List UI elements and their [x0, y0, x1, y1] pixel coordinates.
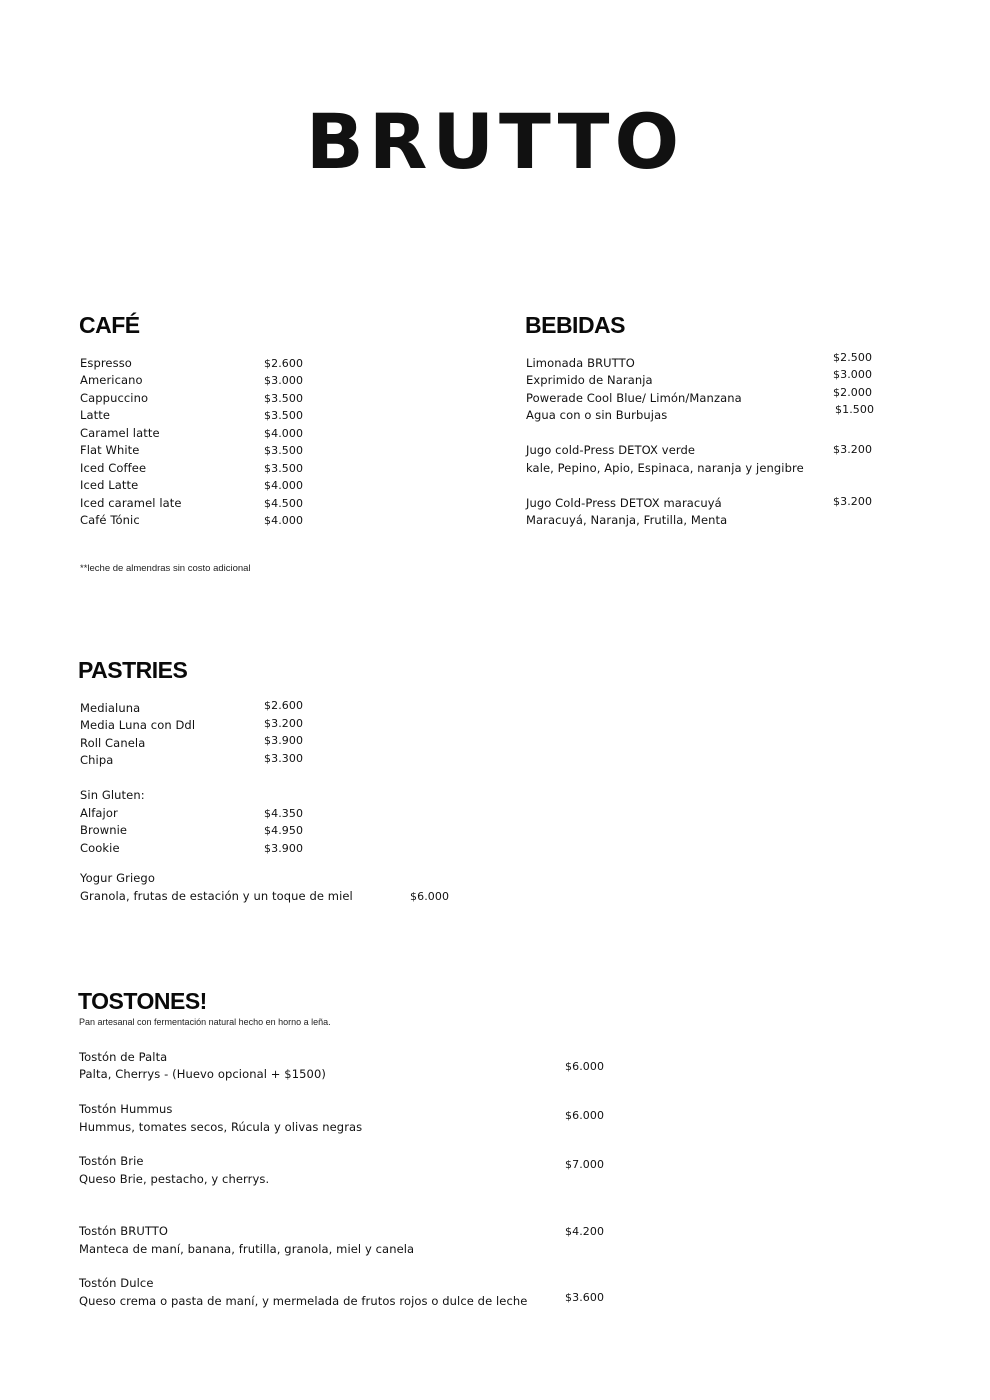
toston-name: Tostón Dulce: [79, 1276, 154, 1290]
cafe-item-name: Café Tónic: [80, 513, 140, 527]
toston-price: $4.200: [565, 1225, 605, 1238]
cafe-heading: CAFÉ: [79, 312, 140, 338]
toston-desc: Palta, Cherrys - (Huevo opcional + $1500): [79, 1067, 326, 1081]
cafe-item-price: $3.500: [264, 462, 304, 475]
pastry-name: Media Luna con Ddl: [80, 718, 196, 732]
juice-desc: Maracuyá, Naranja, Frutilla, Menta: [526, 513, 728, 527]
brand-logo: BRUTTO: [305, 97, 685, 186]
pastry-price: $2.600: [264, 699, 304, 712]
toston-desc: Queso crema o pasta de maní, y mermelada de frutos rojos o dulce de leche: [79, 1294, 528, 1308]
bebidas-item-name: Limonada BRUTTO: [526, 356, 635, 370]
pastry-name: Medialuna: [80, 701, 141, 715]
pastries-heading: PASTRIES: [78, 657, 188, 683]
juice-price: $3.200: [833, 443, 873, 456]
bebidas-item-name: Powerade Cool Blue/ Limón/Manzana: [526, 391, 742, 405]
cafe-item-name: Flat White: [80, 443, 140, 457]
toston-name: Tostón Hummus: [79, 1102, 173, 1116]
juice-price: $3.200: [833, 495, 873, 508]
bebidas-item-price: $3.000: [833, 368, 873, 381]
bebidas-heading: BEBIDAS: [525, 312, 626, 338]
cafe-item-price: $4.000: [264, 479, 304, 492]
toston-price: $3.600: [565, 1291, 605, 1304]
cafe-item-price: $3.000: [264, 374, 304, 387]
toston-price: $6.000: [565, 1060, 605, 1073]
bebidas-item-price: $2.500: [833, 351, 873, 364]
yogur-name: Yogur Griego: [80, 871, 155, 885]
bebidas-item-name: Agua con o sin Burbujas: [526, 408, 668, 422]
gluten-free-name: Alfajor: [80, 806, 118, 820]
cafe-item-price: $3.500: [264, 409, 304, 422]
pastry-name: Chipa: [80, 753, 114, 767]
pastry-price: $3.300: [264, 752, 304, 765]
cafe-item-name: Caramel latte: [80, 426, 160, 440]
cafe-item-name: Espresso: [80, 356, 132, 370]
toston-desc: Manteca de maní, banana, frutilla, granola, miel y canela: [79, 1242, 415, 1256]
gluten-free-price: $3.900: [264, 842, 304, 855]
cafe-item-name: Latte: [80, 408, 111, 422]
cafe-item-name: Iced Coffee: [80, 461, 147, 475]
cafe-item-name: Cappuccino: [80, 391, 149, 405]
pastry-price: $3.900: [264, 734, 304, 747]
cafe-item-price: $4.000: [264, 427, 304, 440]
cafe-item-name: Americano: [80, 373, 143, 387]
toston-desc: Hummus, tomates secos, Rúcula y olivas negras: [79, 1120, 363, 1134]
tostones-heading: TOSTONES!: [78, 988, 207, 1014]
cafe-item-name: Iced caramel late: [80, 496, 182, 510]
juice-name: Jugo Cold-Press DETOX maracuyá: [526, 496, 722, 510]
cafe-item-price: $3.500: [264, 392, 304, 405]
pastry-price: $3.200: [264, 717, 304, 730]
toston-price: $7.000: [565, 1158, 605, 1171]
toston-name: Tostón de Palta: [79, 1050, 168, 1064]
toston-desc: Queso Brie, pestacho, y cherrys.: [79, 1172, 270, 1186]
cafe-item-price: $4.500: [264, 497, 304, 510]
yogur-desc: Granola, frutas de estación y un toque de miel: [80, 889, 353, 903]
cafe-item-price: $2.600: [264, 357, 304, 370]
toston-name: Tostón BRUTTO: [79, 1224, 169, 1238]
gluten-free-price: $4.350: [264, 807, 304, 820]
gluten-free-name: Cookie: [80, 841, 120, 855]
gluten-free-name: Brownie: [80, 823, 128, 837]
cafe-note: **leche de almendras sin costo adicional: [80, 563, 251, 574]
bebidas-item-price: $2.000: [833, 386, 873, 399]
yogur-price: $6.000: [410, 890, 450, 903]
bebidas-item-price: $1.500: [835, 403, 875, 416]
juice-desc: kale, Pepino, Apio, Espinaca, naranja y jengibre: [526, 461, 804, 475]
cafe-item-name: Iced Latte: [80, 478, 139, 492]
gluten-free-price: $4.950: [264, 824, 304, 837]
tostones-subtitle: Pan artesanal con fermentación natural hecho en horno a leña.: [79, 1017, 331, 1027]
pastry-name: Roll Canela: [80, 736, 146, 750]
cafe-item-price: $3.500: [264, 444, 304, 457]
bebidas-item-name: Exprimido de Naranja: [526, 373, 653, 387]
cafe-item-price: $4.000: [264, 514, 304, 527]
juice-name: Jugo cold-Press DETOX verde: [526, 443, 696, 457]
toston-name: Tostón Brie: [79, 1154, 144, 1168]
toston-price: $6.000: [565, 1109, 605, 1122]
gluten-free-label: Sin Gluten:: [80, 788, 145, 802]
